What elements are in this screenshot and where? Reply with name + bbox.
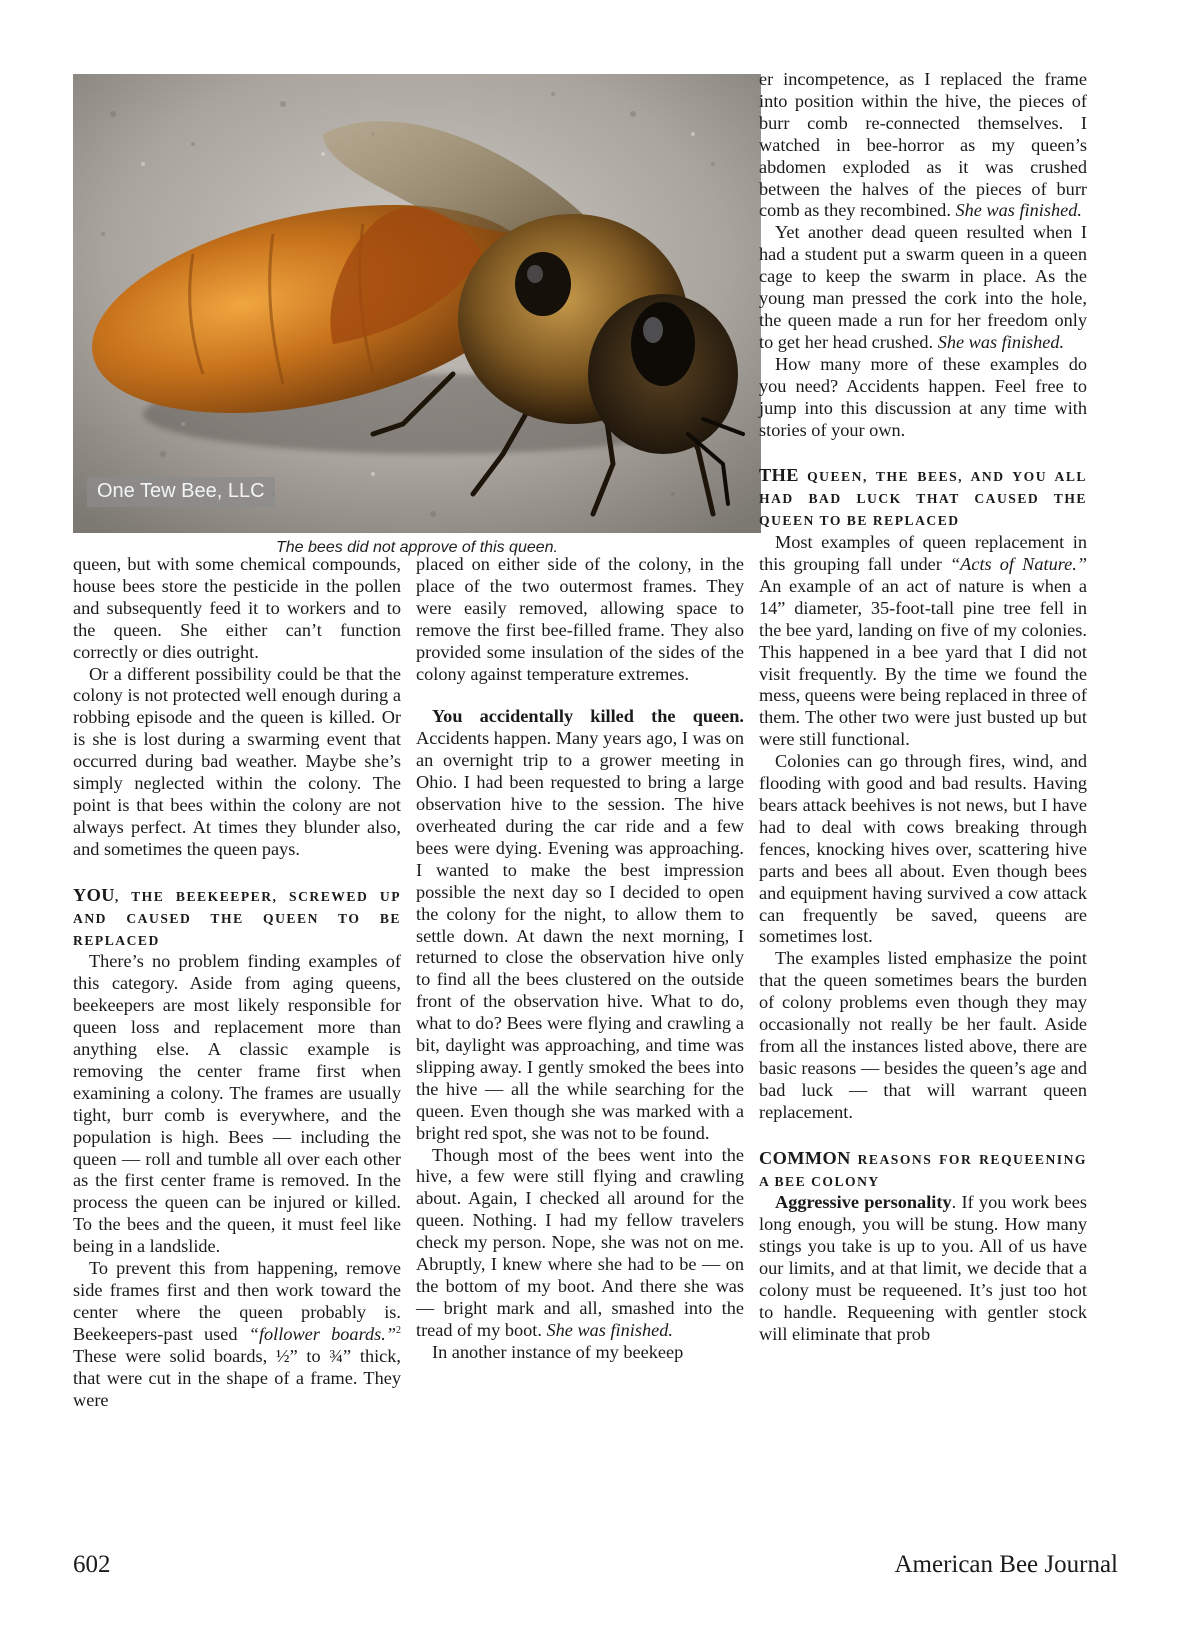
paragraph: Aggressive personality. If you work bees long enough, you will be stung. How many stings you take is up to you. All of us have our limits, and at that limit, we decide that a colony must be requeened. It’s just too hot to handle. Requeening with gentler stock will eliminate that prob <box>759 1192 1087 1344</box>
paragraph: How many more of these examples do you need? Accidents happen. Feel free to jump into this discussion at any time with stories of your own. <box>759 353 1087 440</box>
section-heading: YOU, THE BEEKEEPER, SCREWED UP AND CAUSED THE QUEEN TO BE REPLACED <box>73 884 401 948</box>
page-number: 602 <box>73 1551 111 1578</box>
column-2 <box>416 554 744 1364</box>
inline-heading: You accidentally killed the queen. <box>432 706 744 727</box>
queen-bee-photo <box>73 74 761 533</box>
paragraph: Most examples of queen replacement in this grouping fall under “Acts of Nature.” An example of an act of nature is when a 14” diameter, 35-foot-tall pine tree fell in the bee yard, landing on five of my colonies. This happened in a bee yard that I did not visit frequently. By the time we found the mess, queens were being replaced in three of them. The other two were just busted up but were still functional. <box>759 532 1087 750</box>
paragraph: er incompetence, as I replaced the frame into position within the hive, the pieces of burr comb re-connected themselves. I watched in bee-horror as my queen’s abdomen exploded as it was crushed between the halves of the pieces of burr comb as they recombined. She was finished. <box>759 69 1087 221</box>
footnote-ref: 2 <box>396 1324 402 1336</box>
journal-name: American Bee Journal <box>894 1551 1118 1578</box>
photo-credit-watermark: One Tew Bee, LLC <box>87 477 275 507</box>
section-heading: COMMON REASONS FOR REQUEENING A BEE COLONY <box>759 1147 1087 1189</box>
paragraph: placed on either side of the colony, in the place of the two outermost frames. They were easily removed, allowing space to remove the first bee-filled frame. They also provided some insulation of the sides of the colony against temperature extremes. <box>416 554 744 684</box>
paragraph: You accidentally killed the queen. Accidents happen. Many years ago, I was on an overnight trip to a grower meeting in Ohio. I had been requested to bring a large observation hive to the session. The hive overheated during the car ride and a few bees were dying. Evening was approaching. I wanted to make the best impression possible the next day so I decided to open the colony for the night, to allow them to settle down. At dawn the next morning, I returned to close the observation hive only to find all the bees clustered on the outside front of the observation hive. What to do, what to do? Bees were flying and crawling a bit, daylight was approaching, and time was slipping away. I gently smoked the bees into the hive — all the while searching for the queen. Even though she was marked with a bright red spot, she was not to be found. <box>416 706 744 1143</box>
bee-illustration <box>73 74 761 533</box>
paragraph: There’s no problem finding examples of this category. Aside from aging queens, beekeepers are most likely responsible for queen loss and replacement more than anything else. A classic example is removing the center frame first when examining a colony. The frames are usually tight, burr comb is everywhere, and the population is high. Bees — including the queen — roll and tumble all over each other as the first center frame is removed. In the process the queen can be injured or killed. To the bees and the queen, it must feel like being in a landslide. <box>73 951 401 1257</box>
paragraph: Yet another dead queen resulted when I had a student put a swarm queen in a queen cage to keep the swarm in place. As the young man pressed the cork into the hole, the queen made a run for her freedom only to get her head crushed. She was finished. <box>759 222 1087 352</box>
paragraph: Though most of the bees went into the hive, a few were still flying and crawling about. Again, I checked all around for the queen. Nothing. I had my fellow travelers check my person. Nope, she was not on me. Abruptly, I knew where she had to be — on the bottom of my boot. And there she was — bright mark and all, smashed into the tread of my boot. She was finished. <box>416 1144 744 1340</box>
paragraph: To prevent this from happening, remove side frames first and then work toward the center where the queen probably is. Beekeepers-past used “follower boards.”$^2$ These were solid boards, ½” to ¾” thick, that were cut in the shape of a frame. They were <box>73 1258 402 1410</box>
paragraph: The examples listed emphasize the point that the queen sometimes bears the burden of colony problems even though they may occasionally not really be her fault. Aside from all the instances listed above, there are basic reasons — besides the queen’s age and bad luck — that will warrant queen replacement. <box>759 948 1087 1122</box>
section-heading: THE QUEEN, THE BEES, AND YOU ALL HAD BAD LUCK THAT CAUSED THE QUEEN TO BE REPLACED <box>759 465 1087 529</box>
photo-caption: The bees did not approve of this queen. <box>276 539 558 556</box>
paragraph: Or a different possibility could be that the colony is not protected well enough during a robbing episode and the queen is killed. Or is she is lost during a swarming event that occurred during bad weather. Maybe she’s simply neglected within the colony. The point is that bees within the colony are not always perfect. At times they blunder also, and sometimes the queen pays. <box>73 663 401 859</box>
inline-heading: Aggressive personality <box>775 1192 952 1213</box>
paragraph: queen, but with some chemical compounds, house bees store the pesticide in the pollen and subsequently feed it to workers and to the queen. She either can’t function correctly or dies outright. <box>73 554 401 662</box>
paragraph: In another instance of my beekeep <box>432 1341 684 1362</box>
column-3 <box>759 69 1087 1346</box>
column-1 <box>73 554 401 1411</box>
paragraph: Colonies can go through fires, wind, and flooding with good and bad results. Having bears attack beehives is not news, but I have had to deal with cows breaking through fences, knocking hives over, scattering hive parts and bees all about. Even though bees and equipment having survived a cow attack can frequently be saved, queens are sometimes lost. <box>759 751 1087 947</box>
